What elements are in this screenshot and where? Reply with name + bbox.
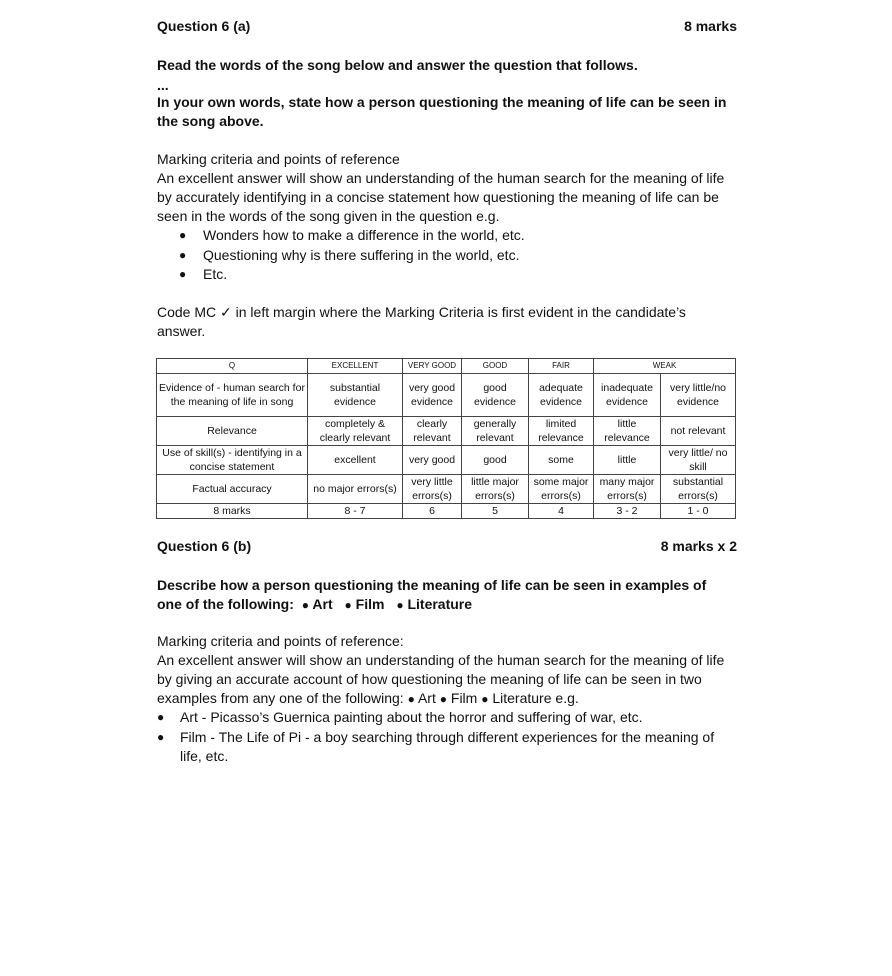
header-very-good: VERY GOOD	[403, 359, 462, 374]
ellipsis: ...	[157, 77, 169, 93]
list-item: ● Art - Picasso’s Guernica painting about the horror and suffering of war, etc.	[157, 708, 725, 728]
row-label: Factual accuracy	[157, 475, 308, 504]
table-cell: 8 - 7	[308, 504, 403, 519]
table-cell: very little/no evidence	[661, 374, 736, 417]
question-6a-text: In your own words, state how a person questioning the meaning of life can be seen in the song above.	[157, 94, 727, 129]
header-q: Q	[157, 359, 308, 374]
table-cell: 6	[403, 504, 462, 519]
table-row	[157, 504, 736, 519]
table-cell: very little errors(s)	[403, 475, 462, 504]
table-cell: very good evidence	[403, 374, 462, 417]
bullet-icon: ●	[179, 267, 187, 281]
bullet-icon: ●	[157, 729, 165, 744]
table-row	[157, 446, 736, 475]
table-cell: 4	[529, 504, 594, 519]
bullet-icon: ●	[396, 598, 404, 612]
criteria-text-b: An excellent answer will show an understanding of the human search for the meaning of life by giving an accurate account of how questioning the meaning of life can be seen in two examples from any one of the following: ● Art ● Film ● Literature e.g.	[157, 652, 725, 706]
bullet-icon: ●	[179, 247, 187, 262]
criteria-bullets-a	[157, 226, 737, 285]
code-mc-note: Code MC ✓ in left margin where the Marking Criteria is first evident in the candidate’s answer.	[157, 304, 686, 339]
table-cell: some major errors(s)	[529, 475, 594, 504]
table-cell: very good	[403, 446, 462, 475]
table-row	[157, 374, 736, 417]
table-cell: completely & clearly relevant	[308, 417, 403, 446]
marking-rubric-table	[156, 358, 736, 519]
table-cell: little major errors(s)	[462, 475, 529, 504]
table-cell: inadequate evidence	[594, 374, 661, 417]
question-6b-options: one of the following: ● Art ● Film ● Literature	[157, 596, 473, 612]
row-label: 8 marks	[157, 504, 308, 519]
header-excellent: EXCELLENT	[308, 359, 403, 374]
question-6a-instruction: Read the words of the song below and answer the question that follows.	[157, 57, 638, 73]
bullet-icon: ●	[157, 710, 165, 724]
table-cell: 3 - 2	[594, 504, 661, 519]
header-good: GOOD	[462, 359, 529, 374]
table-cell: good	[462, 446, 529, 475]
list-item: ● Questioning why is there suffering in the world, etc.	[157, 246, 737, 266]
table-cell: 1 - 0	[661, 504, 736, 519]
table-cell: good evidence	[462, 374, 529, 417]
table-row	[157, 475, 736, 504]
criteria-bullets-b	[157, 708, 725, 767]
table-cell: adequate evidence	[529, 374, 594, 417]
row-label: Use of skill(s) - identifying in a concise statement	[157, 446, 308, 475]
table-cell: 5	[462, 504, 529, 519]
table-header-row	[157, 359, 736, 374]
header-weak: WEAK	[594, 359, 736, 374]
table-cell: some	[529, 446, 594, 475]
table-cell: excellent	[308, 446, 403, 475]
table-cell: very little/ no skill	[661, 446, 736, 475]
table-cell: substantial errors(s)	[661, 475, 736, 504]
table-cell: little	[594, 446, 661, 475]
table-cell: little relevance	[594, 417, 661, 446]
row-label: Evidence of - human search for the meaning of life in song	[157, 374, 308, 417]
table-cell: no major errors(s)	[308, 475, 403, 504]
question-6a-heading: Question 6 (a)	[157, 18, 251, 34]
criteria-heading-b: Marking criteria and points of reference:	[157, 633, 404, 649]
bullet-icon: ●	[481, 692, 489, 706]
table-cell: substantial evidence	[308, 374, 403, 417]
list-item: ● Film - The Life of Pi - a boy searching through different experiences for the meaning of life, etc.	[157, 728, 715, 764]
list-item: ● Etc.	[157, 265, 737, 285]
table-cell: limited relevance	[529, 417, 594, 446]
header-fair: FAIR	[529, 359, 594, 374]
bullet-icon: ●	[344, 598, 352, 612]
question-6a-marks: 8 marks	[684, 18, 737, 34]
table-cell: many major errors(s)	[594, 475, 661, 504]
bullet-icon: ●	[179, 228, 187, 242]
question-6b-heading: Question 6 (b)	[157, 538, 252, 554]
criteria-text-a: An excellent answer will show an understanding of the human search for the meaning of life by accurately identifying in a concise statement how questioning the meaning of life can be seen in the words of the song given in the question e.g.	[157, 170, 725, 224]
row-label: Relevance	[157, 417, 308, 446]
table-cell: not relevant	[661, 417, 736, 446]
list-item: ● Wonders how to make a difference in the world, etc.	[157, 226, 737, 246]
table-cell: clearly relevant	[403, 417, 462, 446]
table-row	[157, 417, 736, 446]
question-6b-marks: 8 marks x 2	[660, 538, 737, 554]
bullet-icon: ●	[407, 692, 415, 706]
criteria-heading-a: Marking criteria and points of reference	[157, 151, 400, 167]
table-cell: generally relevant	[462, 417, 529, 446]
bullet-icon: ●	[439, 692, 447, 706]
question-6b-text: Describe how a person questioning the meaning of life can be seen in examples of	[157, 577, 707, 593]
bullet-icon: ●	[301, 598, 310, 612]
